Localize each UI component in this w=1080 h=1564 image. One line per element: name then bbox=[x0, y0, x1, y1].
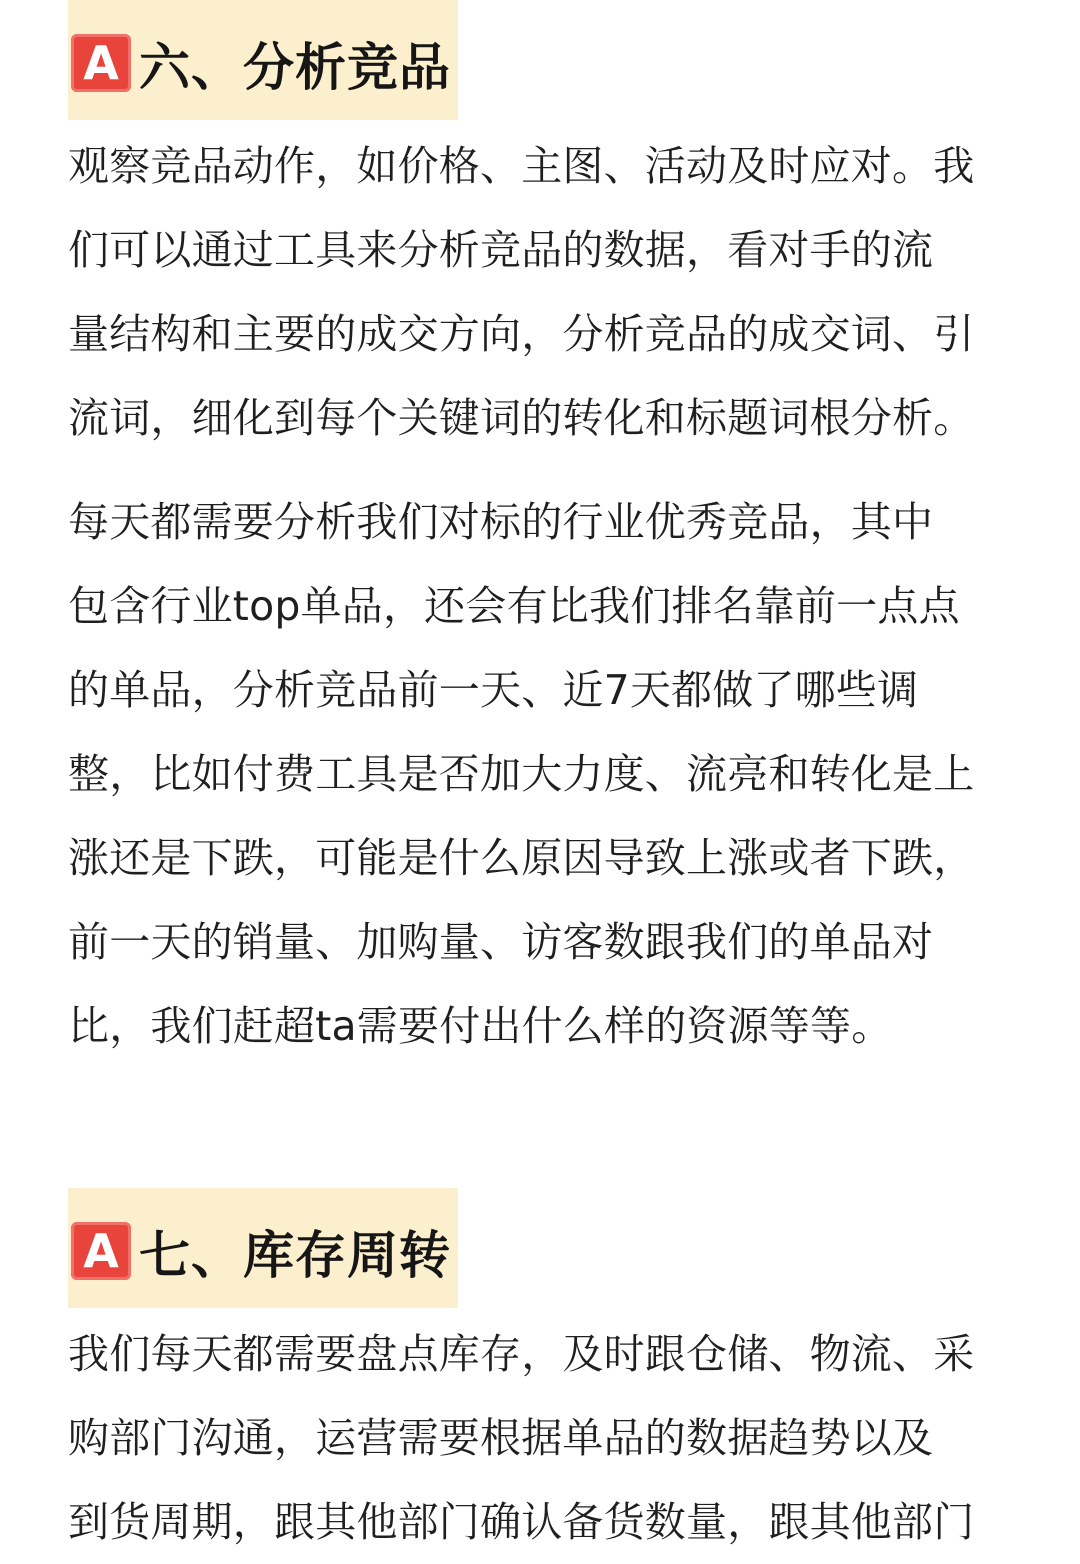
paragraph bbox=[68, 1312, 1018, 1564]
paragraph bbox=[68, 124, 1018, 460]
section-heading-6 bbox=[68, 0, 458, 120]
section-heading-7 bbox=[68, 1188, 458, 1308]
text-line: 涨还是下跌，可能是什么原因导致上涨或者下跌， bbox=[68, 834, 975, 882]
text-line: 我们每天都需要盘点库存，及时跟仓储、物流、采 bbox=[68, 1330, 975, 1378]
paragraph bbox=[68, 480, 1018, 1068]
text-line: 整，比如付费工具是否加大力度、流亮和转化是上 bbox=[68, 750, 975, 798]
text-line: 每天都需要分析我们对标的行业优秀竞品，其中 bbox=[68, 498, 934, 546]
section-title: 六、分析竞品 bbox=[139, 39, 452, 98]
text-line: 观察竞品动作，如价格、主图、活动及时应对。我 bbox=[68, 142, 975, 190]
text-line: 到货周期，跟其他部门确认备货数量，跟其他部门 bbox=[68, 1498, 975, 1546]
section-badge-icon: A bbox=[71, 1222, 131, 1280]
text-line: 的单品，分析竞品前一天、近7天都做了哪些调 bbox=[68, 666, 919, 714]
text-line: 前一天的销量、加购量、访客数跟我们的单品对 bbox=[68, 918, 934, 966]
text-line: 们可以通过工具来分析竞品的数据，看对手的流 bbox=[68, 226, 934, 274]
text-line: 购部门沟通，运营需要根据单品的数据趋势以及 bbox=[68, 1414, 934, 1462]
text-line: 量结构和主要的成交方向，分析竞品的成交词、引 bbox=[68, 310, 975, 358]
section-heading-inner bbox=[71, 26, 451, 100]
text-line: 比，我们赶超ta需要付出什么样的资源等等。 bbox=[68, 1002, 893, 1050]
section-title: 七、库存周转 bbox=[139, 1227, 452, 1286]
section-badge-icon: A bbox=[71, 34, 131, 92]
text-line: 流词，细化到每个关键词的转化和标题词根分析。 bbox=[68, 394, 975, 442]
text-line: 包含行业top单品，还会有比我们排名靠前一点点 bbox=[68, 582, 960, 630]
section-heading-inner bbox=[71, 1214, 451, 1288]
